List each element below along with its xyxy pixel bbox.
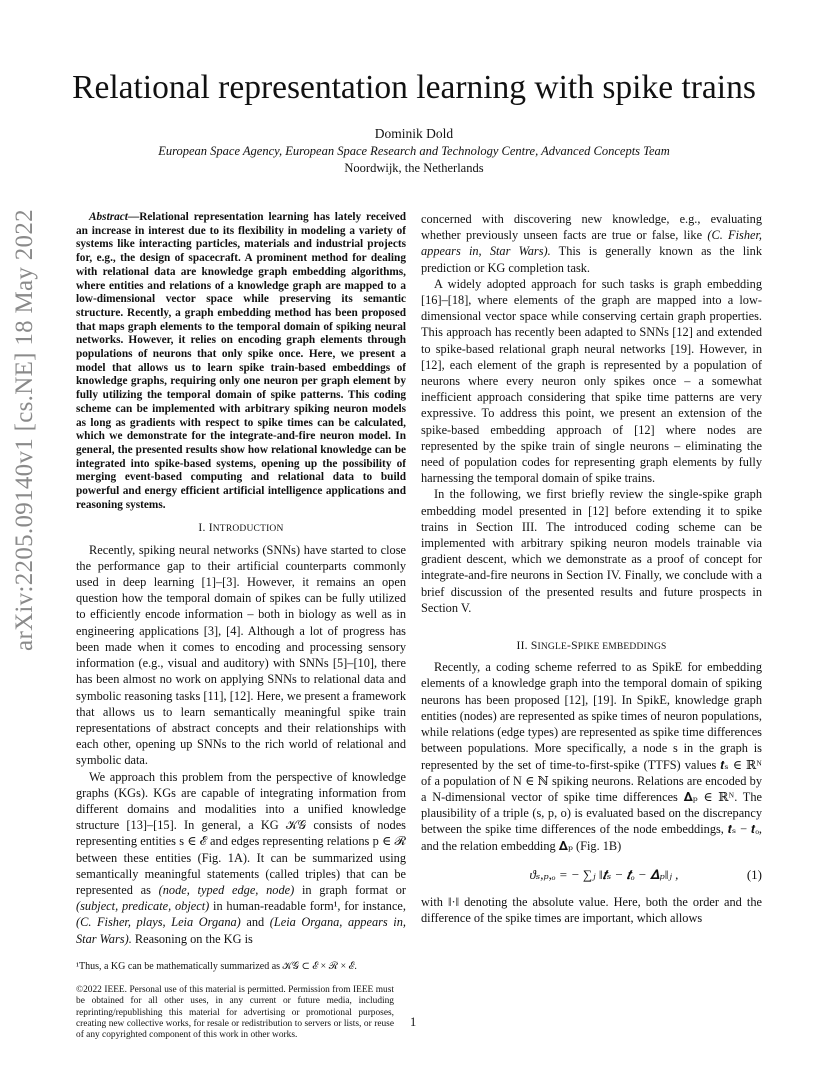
equation-1 [421, 860, 762, 890]
equation-number: (1) [746, 866, 762, 882]
footnote: ¹Thus, a KG can be mathematically summarized as 𝒦𝒢 ⊂ ℰ × ℛ × ℰ. [76, 961, 357, 972]
section2-paragraph-2: with ‖·‖ denoting the absolute value. Here, both the order and the difference of the spike times are important, which allows [421, 894, 762, 925]
paper-title: Relational representation learning with spike trains [72, 69, 756, 106]
section2-paragraph-1: Recently, a coding scheme referred to as SpikE for embedding elements of a knowledge graph into the temporal domain of spiking neurons has been proposed [12], [19]. In SpikE, knowledge graph entities (nodes) are represented as spike times of neuron populations, while relations (edge types) are represented as spike time differences between populations. More specifically, a node s in the graph is represented by the set of time-to-first-spike (TTFS) values 𝒕ₛ ∈ ℝᴺ of a population of N ∈ ℕ spiking neurons. Relations are encoded by a N-dimensional vector of spike time differences 𝚫ₚ ∈ ℝᴺ. The plausibility of a triple (s, p, o) is evaluated based on the discrepancy between the spike time differences of the node embeddings, 𝒕ₛ − 𝒕ₒ, and the relation embedding 𝚫ₚ (Fig. 1B) [421, 660, 762, 853]
equation-formula: ϑₛ,ₚ,ₒ = − ∑ⱼ ‖𝒕ₛ − 𝒕ₒ − 𝚫ₚ‖ⱼ , [529, 866, 679, 882]
intro-paragraph-2-continued: concerned with discovering new knowledge, e.g., evaluating whether previously unseen facts are true or false, like (C. Fisher, appears in, Star Wars). This is generally known as the link prediction or KG completion task. [421, 212, 762, 275]
abstract-text: —Relational representation learning has lately received an increase in interest due to its flexibility in modeling a variety of systems like interacting particles, materials and industrial projects for, e.g., the design of spacecraft. A prominent method for dealing with relational data are knowledge graph embedding algorithms, where entities and relations of a knowledge graph are mapped to a low-dimensional vector space while preserving its semantic structure. Recently, a graph embedding method has been proposed that maps graph elements to the temporal domain of spiking neural networks. However, it relies on encoding graph elements through populations of neurons that only spike once. Here, we present a model that allows us to learn spike train-based embeddings of knowledge graphs, requiring only one neuron per graph element by fully utilizing the temporal domain of spike patterns. This coding scheme can be implemented with arbitrary spiking neuron models as long as gradients with respect to spike times can be calculated, which we demonstrate for the integrate-and-fire neuron model. In general, the presented results show how relational knowledge can be integrated into spike-based systems, opening up the possibility of merging event-based computing and relational data to build powerful and energy efficient artificial intelligence applications and reasoning systems. [76, 211, 406, 511]
intro-paragraph-2: We approach this problem from the perspective of knowledge graphs (KGs). KGs are capable of integrating information from different domains and modalities into a unified knowledge structure [13]–[15]. In general, a KG 𝒦𝒢 consists of nodes representing entities s ∈ ℰ and edges representing relations p ∈ ℛ between these entities (Fig. 1A). It can be summarized using semantically meaningful statements (called triples) that can be represented as (node, typed edge, node) in graph format or (subject, predicate, object) in human-readable form¹, for instance, (C. Fisher, plays, Leia Organa) and (Leia Organa, appears in, Star Wars). Reasoning on the KG is [76, 769, 406, 946]
arxiv-identifier-stamp [10, 120, 40, 740]
abstract [76, 211, 406, 512]
arxiv-identifier-text: arXiv:2205.09140v1 [cs.NE] 18 May 2022 [11, 209, 38, 651]
author-name: Dominik Dold [374, 126, 454, 141]
right-column [421, 211, 762, 991]
section-heading-introduction: I. INTRODUCTION [198, 521, 284, 535]
left-column [76, 211, 406, 971]
abstract-lead: Abstract [89, 211, 128, 223]
intro-paragraph-3: A widely adopted approach for such tasks is graph embedding [16]–[18], where elements of the graph are mapped into a low-dimensional vector space while conserving certain graph properties. This approach has recently been adapted to SNNs [12] and extended to spike-based relational graph neural networks [19]. However, in [12], each element of the graph is represented by a population of neurons where every neuron only spikes once – a somewhat inefficient approach considering that spike time patterns are very expressive. To address this point, we present an extension of the spike-based embedding approach of [12] where nodes are represented by the spike train of single neurons – eliminating the need of population codes for representing graph elements by fully harnessing the temporal domain of spike trains. [421, 276, 762, 486]
author-address: Noordwijk, the Netherlands [344, 161, 484, 175]
author-affiliation: European Space Agency, European Space Research and Technology Centre, Advanced Concepts Team [158, 144, 670, 158]
copyright-notice: ©2022 IEEE. Personal use of this material is permitted. Permission from IEEE must be obtained for all other uses, in any current or future media, including reprinting/republishing this material for advertising or promotional purposes, creating new collective works, for resale or redistribution to servers or lists, or reuse of any copyrighted component of this work in other works. [76, 985, 394, 1041]
intro-paragraph-1: Recently, spiking neural networks (SNNs) have started to close the performance gap to their artificial counterparts commonly used in deep learning [1]–[3]. However, it remains an open question how the temporal domain of spikes can be fully utilized to efficiently encode information – both in biology as well as in engineering applications [3], [4]. Although a lot of progress has been made when it comes to encoding and processing sensory information (e.g., visual and auditory) with SNNs [5]–[10], there has been almost no work on applying SNNs to relational data and symbolic reasoning tasks [11], [12]. Here, we present a framework that allows us to learn semantically meaningful spike train representations of abstract concepts and their relationships with each other, opening up SNNs to the rich world of relational and symbolic data. [76, 542, 406, 768]
section-heading-single-spike-embeddings: II. SINGLE-SPIKE EMBEDDINGS [516, 639, 667, 653]
intro-paragraph-4: In the following, we first briefly review the single-spike graph embedding model presented in [12] before extending it to spike trains in Section III. The introduced coding scheme can be implemented with arbitrary spiking neuron models trainable via gradient descent, which we demonstrate as a proof of concept for integrate-and-fire neurons in Section IV. Finally, we conclude with a brief discussion of the presented results and future prospects in Section V. [421, 487, 762, 615]
page-number: 1 [410, 1015, 417, 1029]
